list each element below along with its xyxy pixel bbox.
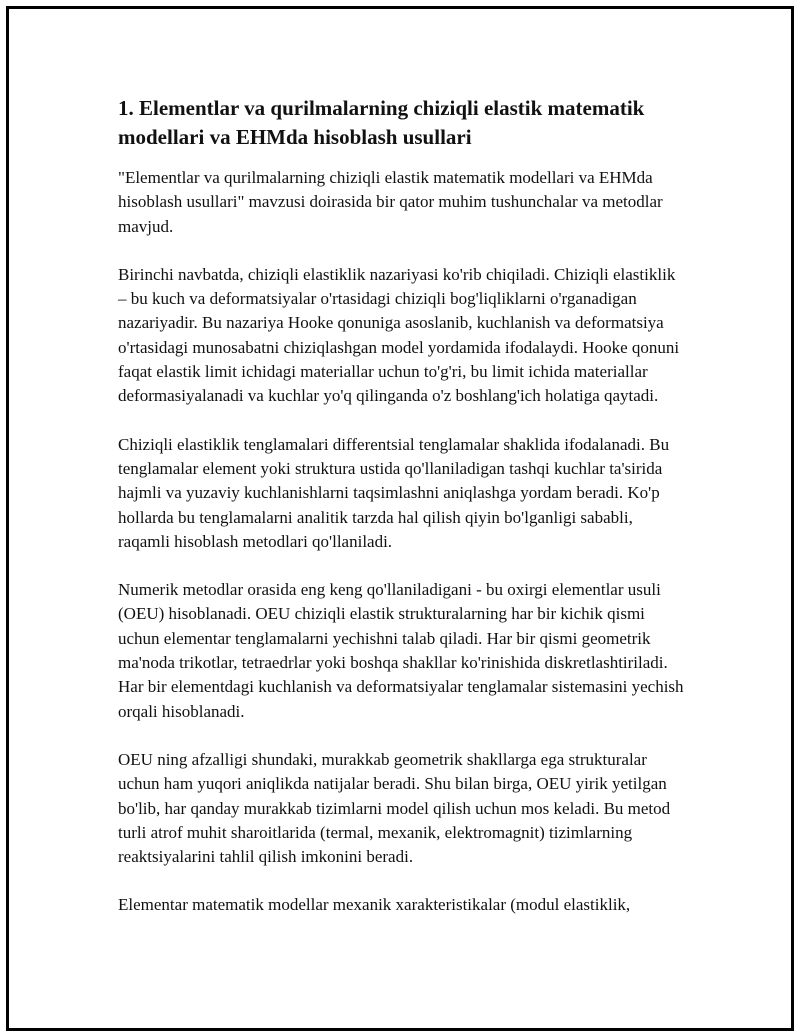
paragraph-oeu-advantages: OEU ning afzalligi shundaki, murakkab geometrik shakllarga ega strukturalar uchun ham yuqori aniqlikda natijalar beradi. Shu bilan birga, OEU yirik yetilgan bo'lib, har qanday murakkab tizimlarni model qilish uchun mos keladi. Bu metod turli atrof muhit sharoitlarida (termal, mexanik, elektromagnit) tizimlarning reaktsiyalarini tahlil qilish imkonini beradi.: [118, 749, 671, 867]
paragraph-linear-elasticity: Birinchi navbatda, chiziqli elastiklik nazariyasi ko'rib chiqiladi. Chiziqli elastiklik – bu kuch va deformatsiyalar o'rtasidagi chiziqli bog'liqliklarni o'rganadigan nazariyadir. Bu nazariya Hooke qonuniga asoslanib, kuchlanish va deformatsiya o'rtasidagi munosabatni chiziqlashgan model yordamida ifodalaydi. Hooke qonuni faqat elastik limit ichidagi materiallar uchun to'g'ri, bu limit ichida materiallar deformasiyalanadi va kuchlar yo'q qilinganda o'z boshlang'ich holatiga qaytadi.: [118, 264, 680, 406]
paragraph-elementary-models: Elementar matematik modellar mexanik xarakteristikalar (modul elastiklik,: [118, 895, 631, 915]
document-body: [118, 94, 688, 942]
paragraph-finite-element-method: Numerik metodlar orasida eng keng qo'llaniladigani - bu oxirgi elementlar usuli (OEU) hisoblanadi. OEU chiziqli elastik strukturalarning har bir kichik qismi uchun elementar tenglamalarni yechishni talab qiladi. Har bir qismi geometrik ma'noda trikotlar, tetraedrlar yoki boshqa shakllar ko'rinishida diskretlashtiriladi. Har bir elementdagi kuchlanish va deformatsiyalar tenglamalar sistemasini yechish orqali hisoblanadi.: [118, 580, 684, 721]
paragraph-intro: "Elementlar va qurilmalarning chiziqli elastik matematik modellari va EHMda hisoblash usullari" mavzusi doirasida bir qator muhim tushunchalar va metodlar mavjud.: [118, 168, 663, 236]
section-heading: 1. Elementlar va qurilmalarning chiziqli elastik matematik modellari va EHMda hisoblash usullari: [118, 96, 645, 149]
paragraph-differential-equations: Chiziqli elastiklik tenglamalari differentsial tenglamalar shaklida ifodalanadi. Bu tenglamalar element yoki struktura ustida qo'llaniladigan tashqi kuchlar ta'sirida hajmli va yuzaviy kuchlanishlarni taqsimlashni aniqlashga yordam beradi. Ko'p hollarda bu tenglamalarni analitik tarzda hal qilish qiyin bo'lganligi sababli, raqamli hisoblash metodlari qo'llaniladi.: [118, 434, 670, 551]
